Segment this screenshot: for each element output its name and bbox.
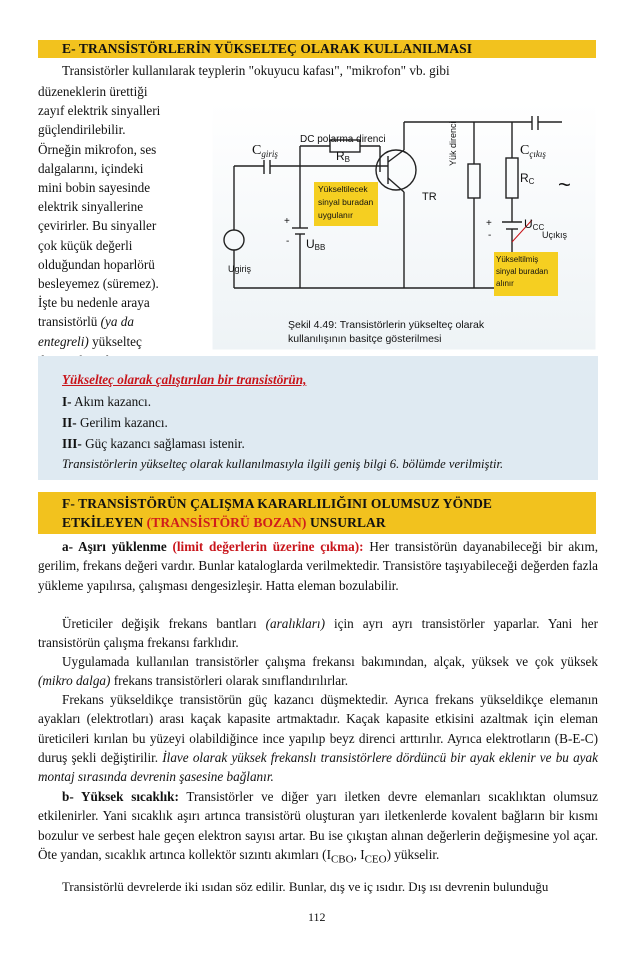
intro-line — [38, 312, 210, 331]
band-item-2 — [62, 415, 168, 431]
p2-text: için ayrı ayrı transistörler yaparlar. Yani her transistörün çalışma frekansı farklıdır. — [38, 616, 599, 651]
note-output-3: alınır — [496, 279, 514, 288]
intro-line: zayıf elektrik sinyalleri — [38, 103, 161, 119]
ucc-minus: - — [488, 230, 492, 241]
intro-line: olduğundan hoparlörü — [38, 256, 155, 272]
band-item-text: Gerilim kazancı. — [76, 415, 168, 430]
summary-band — [38, 356, 598, 480]
rc-sub: C — [528, 177, 535, 186]
p4-italic: İlave olarak yüksek frekanslı transistörlere dördüncü bir ayak eklenir ve bu ayak montaj sırasında devrenin şasesine bağlanır. — [38, 749, 598, 785]
output-tilde: ~ — [558, 172, 571, 197]
p3-text: frekans transistörleri olarak sınıflandırılırlar. — [110, 673, 349, 689]
p2-text: Üreticiler değişik frekans bantları — [62, 616, 266, 631]
c-cikis-sub: çıkış — [529, 149, 546, 159]
section-f-title-line-2 — [62, 513, 596, 532]
a-label: a- Aşırı yüklenme — [62, 539, 167, 554]
b-text: , I — [353, 846, 365, 862]
note-output-2: sinyal buradan — [496, 267, 549, 276]
intro-line: elektrik sinyallerine — [38, 199, 144, 215]
last-line: Transistörlü devrelerde iki ısıdan söz edilir. Bunlar, dış ve iç ısıdır. Dış ısı devrenin bulunduğu — [62, 880, 549, 894]
transistor-amplifier-figure — [212, 102, 596, 350]
paragraph-4 — [38, 690, 598, 786]
intro-line: düzeneklerin ürettiği — [38, 84, 148, 99]
section-f-title-part: UNSURLAR — [306, 515, 386, 530]
band-item-text: Akım kazancı. — [71, 394, 151, 409]
band-heading: Yükselteç olarak çalıştırılan bir transistörün, — [62, 372, 307, 387]
dc-polarma-label: DC polarma direnci — [300, 134, 386, 145]
paragraph-2 — [38, 614, 598, 653]
intro-line: mini bobin sayesinde — [38, 180, 151, 196]
note-output-1: Yükseltilmiş — [496, 255, 539, 264]
ubb-plus: + — [284, 216, 290, 227]
ucc-u: U — [524, 217, 533, 231]
intro-line: çevirirler. Bu sinyaller — [38, 218, 157, 234]
band-item-num: III- — [62, 436, 82, 451]
intro-text: yükselteç — [88, 333, 142, 349]
b-text: ) yükselir. — [386, 846, 440, 862]
figure-caption-2: kullanılışının basitçe gösterilmesi — [288, 333, 442, 345]
band-item-3 — [62, 436, 245, 452]
b-sub: CBO — [330, 853, 354, 866]
intro-line: dalgalarını, içindeki — [38, 160, 144, 176]
yuk-direnci-label: Yük direnci — [448, 121, 458, 166]
c-giris-label: C — [252, 143, 262, 158]
intro-text: transistörlü — [38, 314, 98, 330]
section-f-title-red: (TRANSİSTÖRÜ BOZAN) — [146, 515, 307, 530]
paragraph-a — [38, 537, 598, 595]
b-sub: CEO — [364, 853, 387, 866]
band-note: Transistörlerin yükselteç olarak kullanılmasıyla ilgili geniş bilgi 6. bölümde verilmiştir. — [62, 457, 504, 471]
ucikis-label: Uçıkış — [542, 230, 568, 240]
paragraph-b — [38, 787, 598, 870]
intro-line: Örneğin mikrofon, ses — [38, 141, 157, 157]
c-cikis-label: C — [520, 143, 530, 158]
paragraph-3 — [38, 652, 598, 691]
b-text: Transistörler ve diğer yarı iletken devre elemanları sıcaklıktan olumsuz etkilenirler. Yani sıcaklık aşırı artınca transistörü oluşturan yarı iletkenlerde kovalent bağların bir kısmı bozulur ve serbest hale geçen elektron sayısı artar. Bu ise çıkıştan alınan değerlerin değişmesine yol açar. Öte yandan, sıcaklık artınca kollektör sızıntı akımları (I — [38, 789, 598, 862]
b-label: b- Yüksek sıcaklık: — [62, 789, 179, 804]
note-input-1: Yükseltilecek — [318, 184, 368, 194]
band-item-num: I- — [62, 394, 72, 409]
a-text: Her transistörün dayanabileceği bir akım, gerilim, frekans değeri vardır. Bunlar kataloglarda verilmektedir. Transistöre taşıyabileceği değerden fazla yükleme yapılırsa, çalışması dengesizleşir. Hatta eleman bozulabilir. — [38, 539, 598, 593]
intro-line — [38, 332, 210, 351]
intro-line: besleyemez (süremez). — [38, 276, 159, 292]
band-item-text: Güç kazancı sağlaması istenir. — [81, 436, 245, 451]
band-item-1 — [62, 394, 151, 410]
intro-line: İşte bu nedenle araya — [38, 295, 150, 311]
note-input-2: sinyal buradan — [318, 197, 374, 207]
tr-label: TR — [422, 191, 437, 203]
ubb-sub: BB — [314, 243, 326, 252]
rb-sub: B — [344, 155, 351, 164]
intro-first-line: Transistörler kullanılarak teyplerin "okuyucu kafası", "mikrofon" vb. gibi — [62, 63, 450, 78]
p3-italic: (mikro dalga) — [38, 673, 111, 689]
section-f-title — [38, 492, 596, 534]
ubb-u: U — [306, 237, 315, 251]
ugiris-label: Ugiriş — [228, 264, 252, 274]
intro-line: güçlendirilebilir. — [38, 122, 126, 138]
ucc-sub: CC — [532, 223, 545, 232]
p3-text: Uygulamada kullanılan transistörler çalışma frekansı bakımından, alçak, yüksek ve çok yüksek — [62, 654, 598, 669]
intro-line: çok küçük değerli — [38, 237, 133, 253]
intro-italic: entegreli) — [38, 333, 89, 349]
figure-caption-1: Şekil 4.49: Transistörlerin yükselteç olarak — [288, 319, 485, 331]
ubb-minus: - — [286, 236, 290, 247]
section-f-title-line-1: F- TRANSİSTÖRÜN ÇALIŞMA KARARLILIĞINI OLUMSUZ YÖNDE — [62, 496, 493, 511]
rc-r: R — [520, 171, 529, 185]
section-e-title: E- TRANSİSTÖRLERİN YÜKSELTEÇ OLARAK KULLANILMASI — [38, 40, 596, 58]
a-red-label: (limit değerlerin üzerine çıkma): — [166, 539, 364, 554]
note-input-3: uygulanır — [318, 210, 353, 220]
p2-italic: (aralıkları) — [265, 616, 325, 631]
intro-paragraph — [38, 82, 210, 370]
p4-text: Frekans yükseldikçe transistörün güç kazancı düşmektedir. Ayrıca frekans yükseldikçe elemanın ayakları (elektrotları) arası kaçak kapasite artmaktadır. Kaçak kapasite etkisini azaltmak için eleman üreticileri kırılan bu yüzeyi olabildiğince ince yapılıp beyz direnci arttırılır. Ayrıca elektrotların (B-E-C) duruş şekli değiştirilir. — [38, 692, 598, 765]
c-giris-sub: giriş — [261, 149, 278, 159]
page-number: 112 — [308, 910, 326, 924]
ucc-plus: + — [486, 218, 492, 229]
rb-r: R — [336, 149, 345, 163]
section-f-title-part: ETKİLEYEN — [62, 515, 147, 530]
intro-italic: (ya da — [100, 314, 134, 330]
band-item-num: II- — [62, 415, 77, 430]
